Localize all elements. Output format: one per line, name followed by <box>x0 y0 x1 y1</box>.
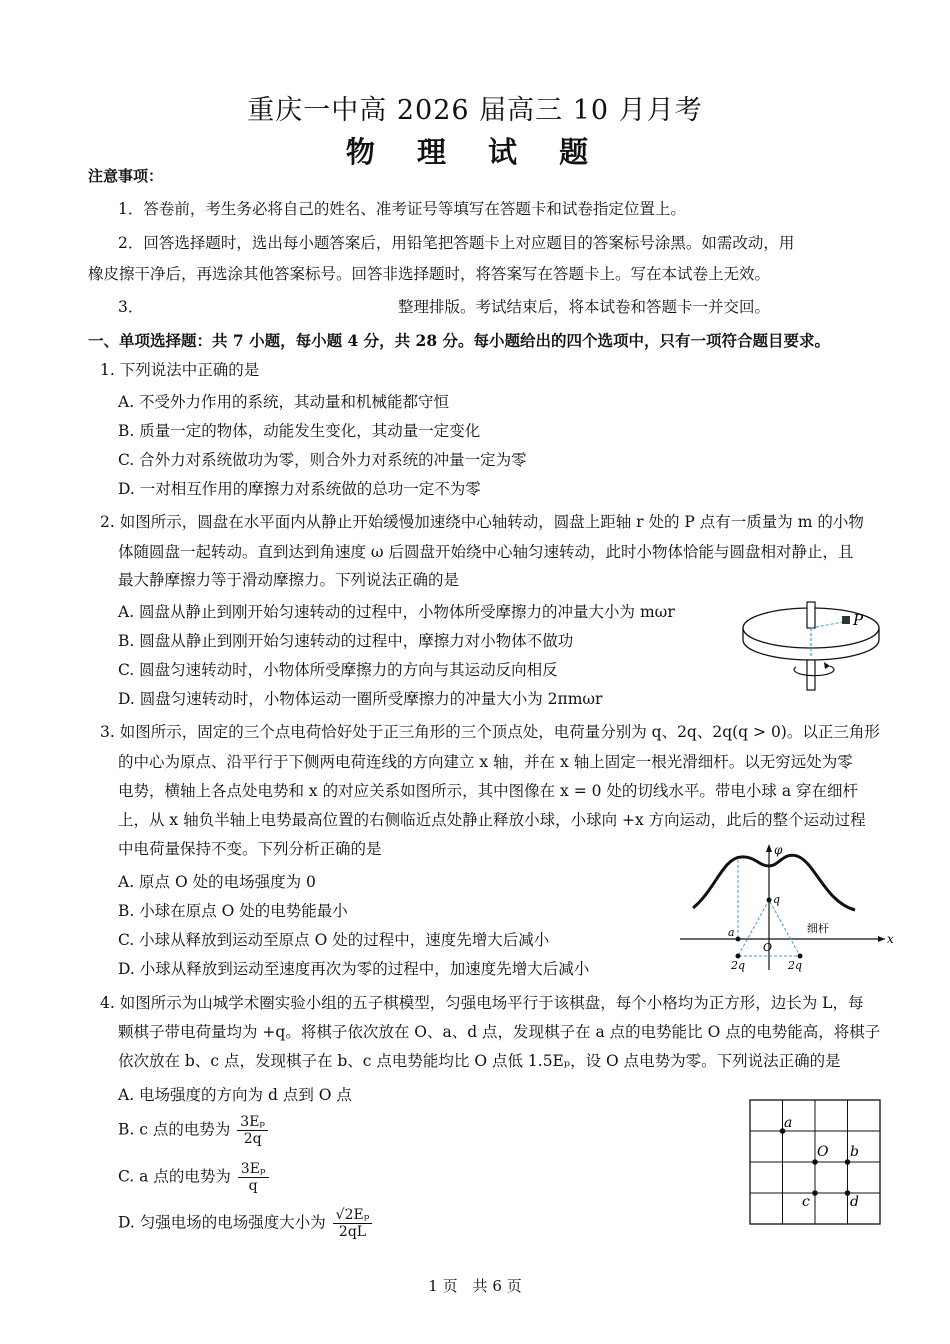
q4-option-c <box>118 1161 269 1194</box>
q3-option-a: A. 原点 O 处的电场强度为 0 <box>118 873 316 891</box>
q4-option-b-fraction <box>237 1114 268 1147</box>
q4-option-d-numerator: √2Eₚ <box>333 1207 373 1224</box>
point-p-label: P <box>853 611 864 629</box>
q4-option-b-prefix: B. c 点的电势为 <box>118 1120 231 1139</box>
section-heading: 一、单项选择题：共 7 小题，每小题 4 分，共 28 分。每小题给出的四个选项中，只有一项符合题目要求。 <box>88 331 831 350</box>
notice-item-3-number: 3． <box>118 298 144 316</box>
x-axis-label: x <box>887 932 894 946</box>
rotation-arrowhead <box>824 662 830 669</box>
q1-option-a: A. 不受外力作用的系统，其动量和机械能都守恒 <box>118 393 450 411</box>
q2-option-b: B. 圆盘从静止到刚开始匀速转动的过程中，摩擦力对小物体不做功 <box>118 632 574 650</box>
phi-axis-label: φ <box>774 843 783 857</box>
q4-option-d <box>118 1207 372 1240</box>
notice-item-2-line-1: 2．回答选择题时，选出每小题答案后，用铅笔把答题卡上对应题目的答案标号涂黑。如需改动，用 <box>118 234 795 252</box>
q2-option-d: D. 圆盘匀速转动时，小物体运动一圈所受摩擦力的冲量大小为 2πmωr <box>118 690 603 708</box>
q4-stem-line-3: 依次放在 b、c 点，发现棋子在 b、c 点电势能均比 O 点低 1.5Eₚ，设 O 点电势为零。下列说法正确的是 <box>118 1052 841 1070</box>
point-o-dot <box>812 1159 818 1165</box>
q4-option-c-fraction <box>238 1161 269 1194</box>
point-b-label: b <box>850 1144 859 1160</box>
q3-option-d: D. 小球从释放到运动至速度再次为零的过程中，加速度先增大后减小 <box>118 960 590 978</box>
q4-option-a: A. 电场强度的方向为 d 点到 O 点 <box>118 1086 352 1104</box>
q4-option-d-fraction <box>333 1207 373 1240</box>
q3-stem-line-1: 3. 如图所示，固定的三个点电荷恰好处于正三角形的三个顶点处，电荷量分别为 q、2q、2q(q > 0)。以正三角形 <box>100 723 880 741</box>
charge-right-dot <box>798 954 803 959</box>
q4-option-b-numerator: 3Eₚ <box>237 1114 268 1131</box>
q2-option-a: A. 圆盘从静止到刚开始匀速转动的过程中，小物体所受摩擦力的冲量大小为 mωr <box>118 603 675 621</box>
q4-option-c-prefix: C. a 点的电势为 <box>118 1167 231 1186</box>
q1-stem: 1. 下列说法中正确的是 <box>100 361 260 379</box>
point-a-label: a <box>784 1115 793 1131</box>
point-c-label: c <box>802 1194 810 1210</box>
rod-label: 细杆 <box>807 922 829 935</box>
q3-option-c: C. 小球从释放到运动至原点 O 处的过程中，速度先增大后减小 <box>118 931 550 949</box>
q4-stem-line-1: 4. 如图所示为山城学术圈实验小组的五子棋模型，匀强电场平行于该棋盘，每个小格均为正方形，边长为 L，每 <box>100 994 864 1012</box>
q2-stem-line-1: 2. 如图所示，圆盘在水平面内从静止开始缓慢加速绕中心轴转动，圆盘上距轴 r 处的 P 点有一质量为 m 的小物 <box>100 513 864 531</box>
phi-axis-arrow <box>766 844 772 852</box>
q2-stem-line-2: 体随圆盘一起转动。直到达到角速度 ω 后圆盘开始绕中心轴匀速转动，此时小物体恰能与圆盘相对静止，且 <box>118 543 854 561</box>
q3-stem-line-2: 的中心为原点、沿平行于下侧两电荷连线的方向建立 x 轴，并在 x 轴上固定一根光滑细杆。以无穷远处为零 <box>118 753 853 771</box>
point-b-dot <box>845 1159 851 1165</box>
q2-stem-line-3: 最大静摩擦力等于滑动摩擦力。下列说法正确的是 <box>118 571 460 589</box>
notice-item-1: 1．答卷前，考生务必将自己的姓名、准考证号等填写在答题卡和试卷指定位置上。 <box>118 200 686 218</box>
q1-option-b: B. 质量一定的物体，动能发生变化，其动量一定变化 <box>118 422 481 440</box>
q1-option-d: D. 一对相互作用的摩擦力对系统做的总功一定不为零 <box>118 480 481 498</box>
ball-a-dot <box>736 937 741 942</box>
x-axis-arrow <box>878 936 885 942</box>
charge-q-dot <box>767 898 772 903</box>
charge-left-label: 2q <box>731 959 746 972</box>
q3-stem-line-3: 电势，横轴上各点处电势和 x 的对应关系如图所示，其中图像在 x = 0 处的切线水平。带电小球 a 穿在细杆 <box>118 782 858 800</box>
notice-item-2-line-2: 橡皮擦干净后，再选涂其他答案标号。回答非选择题时，将答案写在答题卡上。写在本试卷上无效。 <box>88 265 771 283</box>
origin-label: O <box>763 941 773 954</box>
q2-disk-figure <box>738 600 900 692</box>
small-block <box>842 616 850 624</box>
q1-option-c: C. 合外力对系统做功为零，则合外力对系统的冲量一定为零 <box>118 451 527 469</box>
charge-q-label: q <box>773 893 781 906</box>
q3-option-b: B. 小球在原点 O 处的电势能最小 <box>118 902 348 920</box>
charge-right-label: 2q <box>788 959 803 972</box>
notice-item-3-text: 整理排版。考试结束后，将本试卷和答题卡一并交回。 <box>398 298 771 316</box>
notice-heading: 注意事项： <box>88 167 164 185</box>
charge-left-dot <box>736 954 741 959</box>
q3-stem-line-5: 中电荷量保持不变。下列分析正确的是 <box>118 840 382 858</box>
q4-option-c-denominator: q <box>248 1178 258 1195</box>
q4-option-d-prefix: D. 匀强电场的电场强度大小为 <box>118 1213 326 1232</box>
q4-stem-line-2: 颗棋子带电荷量均为 +q。将棋子依次放在 O、a、d 点，发现棋子在 a 点的电势能比 O 点的电势能高，将棋子 <box>118 1023 881 1041</box>
exam-subtitle: 物 理 试 题 <box>345 135 605 169</box>
ball-a-label: a <box>728 926 735 939</box>
point-d-label: d <box>850 1194 859 1210</box>
axle-top <box>807 602 815 628</box>
point-c-dot <box>812 1190 818 1196</box>
q4-option-d-denominator: 2qL <box>338 1224 367 1241</box>
q4-option-c-numerator: 3Eₚ <box>238 1161 269 1178</box>
point-o-label: O <box>817 1144 829 1160</box>
exam-title: 重庆一中高 2026 届高三 10 月月考 <box>247 95 703 126</box>
q2-option-c: C. 圆盘匀速转动时，小物体所受摩擦力的方向与其运动反向相反 <box>118 661 558 679</box>
q4-grid-figure <box>748 1098 884 1228</box>
page-footer: 1 页 共 6 页 <box>428 1277 522 1295</box>
q4-option-b <box>118 1114 268 1147</box>
q3-stem-line-4: 上，从 x 轴负半轴上电势最高位置的右侧临近点处静止释放小球，小球向 +x 方向运动，此后的整个运动过程 <box>118 811 866 829</box>
q3-potential-figure <box>675 840 895 975</box>
q4-option-b-denominator: 2q <box>243 1131 262 1148</box>
